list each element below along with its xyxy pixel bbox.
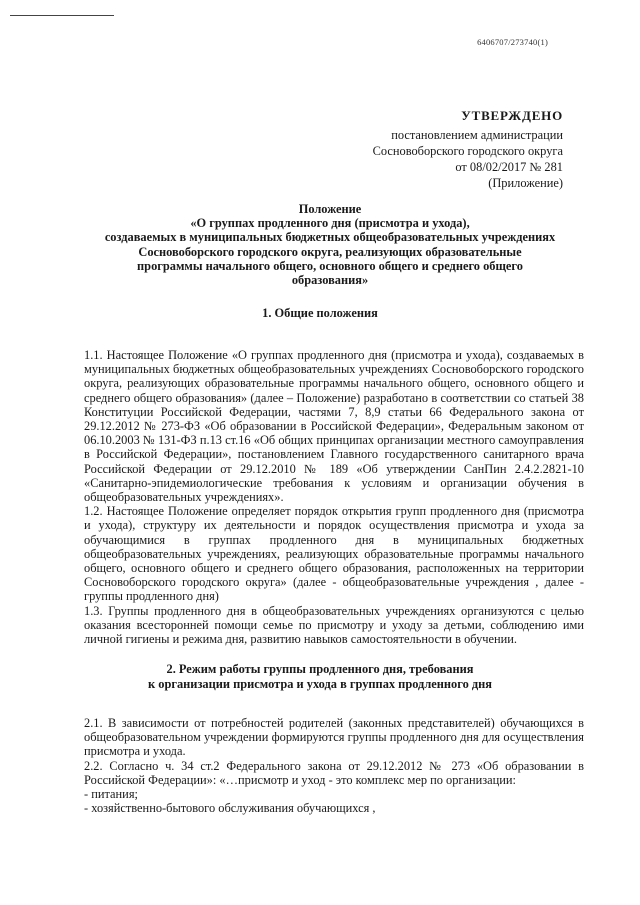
section-1-body: [84, 348, 584, 646]
title-line-2: «О группах продленного дня (присмотра и ухода),: [190, 216, 470, 231]
title-line-5: программы начального общего, основного общего и среднего общего: [137, 258, 523, 273]
list-item: - хозяйственно-бытового обслуживания обучающихся ,: [84, 801, 376, 816]
paragraph-1-3: 1.3. Группы продленного дня в общеобразовательных учреждениях организуются с целью оказания всесторонней помощи семье по присмотру и уходу за детьми, соблюдению ими личной гигиены и режима дня, развитию навыков самостоятельности в обучении.: [84, 603, 584, 647]
paragraph-1-2: 1.2. Настоящее Положение определяет порядок открытия групп продленного дня (присмотра и ухода), структуру их деятельности и порядок осуществления присмотра и ухода за обучающимися в группах продленного дня в муниципальных бюджетных общеобразовательных учреждениях, реализующих образовательные программы начального общего, основного общего и среднего общего образования, расположенных на территории Сосновоборского городского округа» (далее - общеобразовательные учреждения , далее - группы продленного дня): [84, 504, 584, 604]
paragraph-2-1: 2.1. В зависимости от потребностей родителей (законных представителей) обучающихся в общеобразовательном учреждении формируются группы продленного дня для осуществления присмотра и ухода.: [84, 716, 584, 759]
list-item: - питания;: [84, 787, 138, 802]
document-title: [60, 202, 600, 287]
approval-block: [373, 106, 563, 191]
approval-line-2: Сосновоборского городского округа: [372, 144, 563, 158]
top-rule: [10, 15, 114, 16]
approval-stamp-title: УТВЕРЖДЕНО: [461, 108, 563, 123]
section-2-heading-line-2: к организации присмотра и ухода в группах продленного дня: [148, 676, 492, 691]
approval-line-4: (Приложение): [488, 176, 563, 190]
approval-line-3: от 08/02/2017 № 281: [455, 160, 563, 174]
section-1-heading: 1. Общие положения: [262, 306, 378, 320]
paragraph-2-2: 2.2. Согласно ч. 34 ст.2 Федерального закона от 29.12.2012 № 273 «Об образовании в Российской Федерации»: «…присмотр и уход - это комплекс мер по организации:: [84, 758, 584, 787]
title-line-3: создаваемых в муниципальных бюджетных общеобразовательных учреждениях: [104, 230, 556, 245]
title-line-6: образования»: [291, 273, 369, 288]
paragraph-1-1: 1.1. Настоящее Положение «О группах продленного дня (присмотра и ухода), создаваемых в муниципальных бюджетных общеобразовательных учреждениях Сосновоборского городского округа, реализующих образовательные программы начального общего, основного общего и среднего общего образования» (далее – Положение) разработано в соответствии со статьей 38 Конституции Российской Федерации, частями 7, 8,9 статьи 66 Федерального закона от 29.12.2012 № 273-ФЗ «Об образовании в Российской Федерации», Федеральным законом от 06.10.2003 № 131-ФЗ п.13 ст.16 «Об общих принципах организации местного самоуправления в Российской Федерации», постановлением Главного государственного санитарного врача Российской Федерации от 29.12.2010 № 189 «Об утверждении СанПин 2.4.2.2821-10 «Санитарно-эпидемиологические требования к условиям и организации обучения в общеобразовательных учреждениях».: [84, 348, 584, 505]
title-line-4: Сосновоборского городского округа, реализующих образовательные: [138, 244, 522, 259]
approval-line-1: постановлением администрации: [391, 128, 563, 142]
section-2-body: [84, 716, 584, 815]
section-2-heading-line-1: 2. Режим работы группы продленного дня, требования: [166, 662, 474, 676]
section-2-heading: [40, 662, 600, 692]
title-line-1: Положение: [298, 202, 362, 216]
document-id: 6406707/273740(1): [477, 37, 548, 47]
